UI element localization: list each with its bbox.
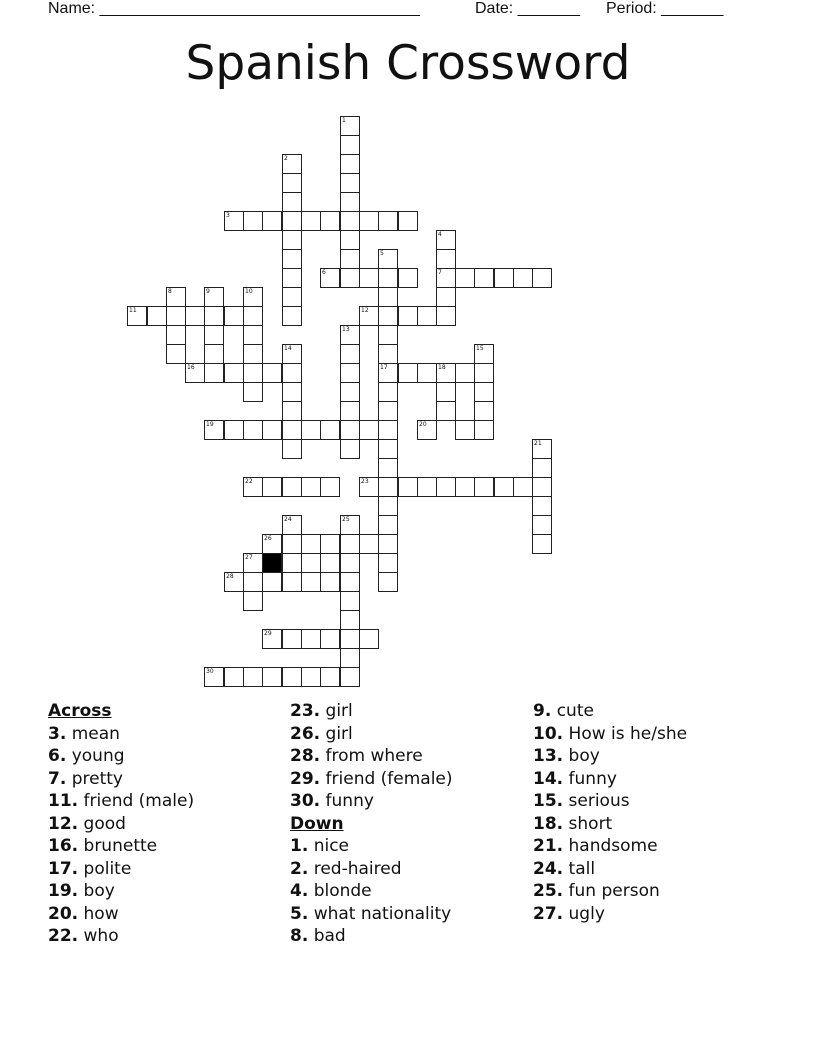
- clue-item: 21. handsome: [533, 836, 658, 856]
- crossword-cell[interactable]: [301, 572, 321, 592]
- crossword-cell[interactable]: [224, 363, 244, 383]
- crossword-cell[interactable]: [513, 268, 533, 288]
- crossword-cell[interactable]: [532, 458, 552, 478]
- crossword-cell[interactable]: [378, 268, 398, 288]
- crossword-cell[interactable]: [340, 268, 360, 288]
- clue-item: 28. from where: [290, 746, 423, 766]
- crossword-cell[interactable]: [262, 572, 282, 592]
- clue-item: 17. polite: [48, 858, 132, 879]
- crossword-cell[interactable]: [340, 344, 360, 364]
- crossword-cell[interactable]: [378, 572, 398, 592]
- crossword-cell[interactable]: [340, 439, 360, 459]
- clue-item: 1. nice: [290, 836, 350, 856]
- clue-number-label: 4: [438, 231, 442, 238]
- crossword-cell[interactable]: [474, 382, 494, 402]
- clue-item: 26. girl: [290, 723, 353, 744]
- crossword-cell[interactable]: [398, 477, 418, 497]
- crossword-cell[interactable]: [320, 553, 340, 573]
- crossword-cell[interactable]: [301, 477, 321, 497]
- clue-number-label: 28: [226, 573, 234, 580]
- clue-item: 27. ugly: [533, 903, 605, 924]
- crossword-cell[interactable]: [378, 496, 398, 516]
- crossword-cell[interactable]: [262, 667, 282, 687]
- clue-number-label: 24: [284, 516, 292, 523]
- crossword-cell[interactable]: [532, 534, 552, 554]
- crossword-cell[interactable]: [532, 496, 552, 516]
- crossword-cell[interactable]: [340, 192, 360, 212]
- crossword-cell[interactable]: [436, 477, 456, 497]
- crossword-cell[interactable]: [340, 230, 360, 250]
- crossword-cell[interactable]: [398, 268, 418, 288]
- clue-number-label: 1: [342, 117, 346, 124]
- clue-number-label: 5: [380, 250, 384, 257]
- crossword-cell[interactable]: [320, 572, 340, 592]
- clue-item: 5. what nationality: [290, 903, 452, 924]
- crossword-cell[interactable]: [243, 325, 263, 345]
- crossword-cell[interactable]: [378, 382, 398, 402]
- crossword-cell[interactable]: [243, 306, 263, 326]
- crossword-cell[interactable]: [282, 534, 302, 554]
- crossword-cell[interactable]: [417, 306, 437, 326]
- clue-column-1: [48, 700, 194, 948]
- crossword-cell[interactable]: [204, 344, 224, 364]
- clue-number-label: 13: [342, 326, 350, 333]
- clue-number-label: 15: [476, 345, 484, 352]
- clue-item: 6. young: [48, 746, 125, 766]
- crossword-cell[interactable]: [204, 325, 224, 345]
- clue-item: 3. mean: [48, 723, 120, 744]
- crossword-cell[interactable]: [455, 477, 475, 497]
- clue-number-label: 29: [264, 630, 272, 637]
- crossword-cell[interactable]: [282, 553, 302, 573]
- crossword-cell[interactable]: [474, 420, 494, 440]
- crossword-cell[interactable]: [340, 553, 360, 573]
- clue-item: 23. girl: [290, 701, 353, 721]
- crossword-cell[interactable]: [320, 667, 340, 687]
- clue-number-label: 7: [438, 269, 442, 276]
- clue-column-2: [290, 700, 453, 948]
- crossword-cell[interactable]: [262, 420, 282, 440]
- crossword-cell[interactable]: [340, 401, 360, 421]
- crossword-cell[interactable]: [243, 591, 263, 611]
- crossword-cell[interactable]: [282, 249, 302, 269]
- crossword-cell[interactable]: [282, 667, 302, 687]
- crossword-cell[interactable]: [340, 173, 360, 193]
- crossword-cell[interactable]: [378, 553, 398, 573]
- crossword-cell[interactable]: [301, 553, 321, 573]
- crossword-cell[interactable]: [320, 211, 340, 231]
- crossword-cell[interactable]: [147, 306, 167, 326]
- crossword-cell[interactable]: [494, 477, 514, 497]
- crossword-cell[interactable]: [340, 572, 360, 592]
- crossword-cell[interactable]: [320, 477, 340, 497]
- crossword-cell[interactable]: [340, 667, 360, 687]
- clue-number-label: 27: [245, 554, 253, 561]
- clue-number-label: 3: [226, 212, 230, 219]
- page-title: Spanish Crossword: [185, 36, 631, 91]
- clue-column-3: [533, 700, 687, 925]
- crossword-cell[interactable]: [359, 534, 379, 554]
- clue-number-label: 8: [168, 288, 172, 295]
- crossword-cell[interactable]: [282, 439, 302, 459]
- clue-item: 24. tall: [533, 858, 596, 879]
- crossword-cell[interactable]: [320, 534, 340, 554]
- clue-number-label: 19: [206, 421, 214, 428]
- crossword-cell[interactable]: [243, 211, 263, 231]
- crossword-cell[interactable]: [262, 363, 282, 383]
- crossword-cell[interactable]: [455, 363, 475, 383]
- crossword-cell[interactable]: [455, 268, 475, 288]
- crossword-cell[interactable]: [417, 363, 437, 383]
- crossword-cell[interactable]: [282, 401, 302, 421]
- crossword-cell[interactable]: [474, 401, 494, 421]
- clue-item: 19. boy: [48, 881, 115, 901]
- crossword-cell[interactable]: [282, 572, 302, 592]
- clue-item: 25. fun person: [533, 881, 660, 901]
- clue-number-label: 10: [245, 288, 253, 295]
- clue-number-label: 22: [245, 478, 253, 485]
- crossword-cell[interactable]: [378, 420, 398, 440]
- crossword-cell[interactable]: [398, 211, 418, 231]
- crossword-cell[interactable]: [532, 477, 552, 497]
- date-field[interactable]: Date: _______: [475, 0, 580, 17]
- crossword-cell[interactable]: [282, 268, 302, 288]
- crossword-cell[interactable]: [320, 420, 340, 440]
- clue-item: 11. friend (male): [48, 791, 195, 811]
- clue-number-label: 18: [438, 364, 446, 371]
- crossword-cell[interactable]: [301, 667, 321, 687]
- crossword-cell[interactable]: [378, 325, 398, 345]
- clue-number-label: 14: [284, 345, 292, 352]
- crossword-cell[interactable]: [398, 363, 418, 383]
- crossword-cell[interactable]: [166, 344, 186, 364]
- crossword-cell[interactable]: [282, 230, 302, 250]
- clue-item: 12. good: [48, 813, 126, 834]
- crossword-cell[interactable]: [378, 287, 398, 307]
- crossword-cell[interactable]: [282, 192, 302, 212]
- period-field[interactable]: Period: _______: [606, 0, 724, 17]
- crossword-cell[interactable]: [282, 173, 302, 193]
- crossword-cell[interactable]: [282, 477, 302, 497]
- crossword-cell[interactable]: [340, 591, 360, 611]
- crossword-cell[interactable]: [282, 629, 302, 649]
- crossword-cell[interactable]: [474, 268, 494, 288]
- crossword-cell[interactable]: [301, 211, 321, 231]
- crossword-cell[interactable]: [436, 382, 456, 402]
- crossword-cell[interactable]: [185, 306, 205, 326]
- clue-number-label: 20: [419, 421, 427, 428]
- clue-number-label: 16: [187, 364, 195, 371]
- clue-number-label: 26: [264, 535, 272, 542]
- clue-number-label: 17: [380, 364, 388, 371]
- crossword-cell[interactable]: [282, 420, 302, 440]
- clue-item: 13. boy: [533, 746, 600, 766]
- crossword-cell[interactable]: [243, 363, 263, 383]
- crossword-cell[interactable]: [301, 420, 321, 440]
- crossword-cell[interactable]: [204, 306, 224, 326]
- clue-number-label: 6: [322, 269, 326, 276]
- clue-item: 7. pretty: [48, 768, 123, 789]
- crossword-cell[interactable]: [340, 534, 360, 554]
- crossword-cell[interactable]: [224, 420, 244, 440]
- clue-number-label: 25: [342, 516, 350, 523]
- crossword-cell[interactable]: [359, 629, 379, 649]
- crossword-cell[interactable]: [340, 648, 360, 668]
- clue-item: 10. How is he/she: [533, 723, 688, 744]
- crossword-cell[interactable]: [340, 629, 360, 649]
- clue-item: 29. friend (female): [290, 768, 453, 789]
- crossword-cell[interactable]: [243, 420, 263, 440]
- crossword-cell[interactable]: [262, 477, 282, 497]
- crossword-cell[interactable]: [282, 363, 302, 383]
- crossword-cell[interactable]: [398, 306, 418, 326]
- crossword-cell[interactable]: [436, 287, 456, 307]
- crossword-cell[interactable]: [204, 363, 224, 383]
- crossword-cell[interactable]: [243, 572, 263, 592]
- clue-number-label: 23: [361, 478, 369, 485]
- crossword-cell[interactable]: [378, 344, 398, 364]
- crossword-cell[interactable]: [243, 382, 263, 402]
- black-cell: [262, 553, 282, 573]
- clue-item: 9. cute: [533, 701, 594, 721]
- crossword-cell[interactable]: [359, 211, 379, 231]
- crossword-cell[interactable]: [282, 211, 302, 231]
- crossword-cell[interactable]: [166, 325, 186, 345]
- clue-item: 16. brunette: [48, 836, 158, 856]
- clue-item: 4. blonde: [290, 881, 372, 901]
- crossword-cell[interactable]: [378, 306, 398, 326]
- crossword-cell[interactable]: [166, 306, 186, 326]
- clue-item: 30. funny: [290, 791, 374, 811]
- clue-item: 22. who: [48, 926, 119, 946]
- crossword-cell[interactable]: [474, 477, 494, 497]
- crossword-cell[interactable]: [378, 477, 398, 497]
- crossword-cell[interactable]: [282, 306, 302, 326]
- crossword-cell[interactable]: [532, 268, 552, 288]
- crossword-cell[interactable]: [378, 515, 398, 535]
- crossword-cell[interactable]: [224, 306, 244, 326]
- crossword-cell[interactable]: [436, 401, 456, 421]
- crossword-cell[interactable]: [436, 249, 456, 269]
- crossword-cell[interactable]: [262, 211, 282, 231]
- crossword-cell[interactable]: [340, 610, 360, 630]
- crossword-cell[interactable]: [378, 458, 398, 478]
- crossword-cell[interactable]: [474, 363, 494, 383]
- crossword-cell[interactable]: [417, 477, 437, 497]
- crossword-cell[interactable]: [340, 249, 360, 269]
- crossword-cell[interactable]: [378, 401, 398, 421]
- crossword-cell[interactable]: [532, 515, 552, 535]
- crossword-cell[interactable]: [243, 344, 263, 364]
- down-heading: Down: [290, 813, 344, 834]
- crossword-cell[interactable]: [513, 477, 533, 497]
- crossword-cell[interactable]: [378, 439, 398, 459]
- crossword-cell[interactable]: [301, 534, 321, 554]
- crossword-cell[interactable]: [455, 420, 475, 440]
- clue-item: 18. short: [533, 813, 613, 834]
- clue-number-label: 30: [206, 668, 214, 675]
- name-field[interactable]: Name: ____________________________________: [48, 0, 420, 17]
- clue-number-label: 2: [284, 155, 288, 162]
- crossword-cell[interactable]: [301, 629, 321, 649]
- crossword-cell[interactable]: [436, 306, 456, 326]
- clue-number-label: 11: [129, 307, 137, 314]
- crossword-cell[interactable]: [320, 629, 340, 649]
- crossword-cell[interactable]: [359, 420, 379, 440]
- crossword-cell[interactable]: [340, 363, 360, 383]
- clue-number-label: 12: [361, 307, 369, 314]
- crossword-cell[interactable]: [243, 667, 263, 687]
- crossword-cell[interactable]: [494, 268, 514, 288]
- crossword-cell[interactable]: [340, 211, 360, 231]
- across-heading: Across: [48, 701, 112, 721]
- crossword-cell[interactable]: [378, 211, 398, 231]
- crossword-cell[interactable]: [282, 382, 302, 402]
- clue-item: 8. bad: [290, 926, 346, 946]
- crossword-cell[interactable]: [340, 154, 360, 174]
- clue-number-label: 9: [206, 288, 210, 295]
- crossword-cell[interactable]: [340, 382, 360, 402]
- clue-number-label: 21: [534, 440, 542, 447]
- crossword-cell[interactable]: [359, 268, 379, 288]
- clue-item: 2. red-haired: [290, 858, 402, 879]
- crossword-cell[interactable]: [340, 420, 360, 440]
- crossword-cell[interactable]: [224, 667, 244, 687]
- crossword-cell[interactable]: [378, 534, 398, 554]
- crossword-cell[interactable]: [340, 135, 360, 155]
- clue-item: 15. serious: [533, 791, 630, 811]
- crossword-cell[interactable]: [282, 287, 302, 307]
- clue-item: 20. how: [48, 903, 119, 924]
- clue-item: 14. funny: [533, 768, 617, 789]
